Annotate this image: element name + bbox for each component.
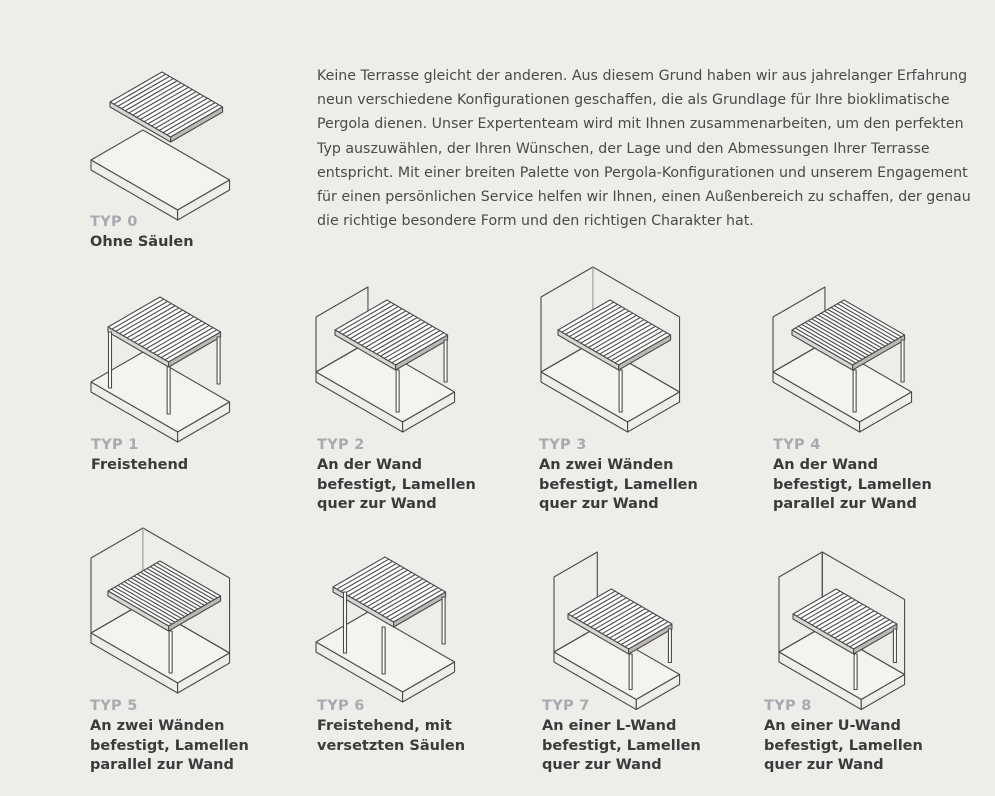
type-name: An einer L-Wand befestigt, Lamellen quer zur Wand (542, 718, 701, 773)
pergola-illustration (88, 523, 248, 693)
type-label: TYP 5 (90, 698, 138, 714)
type-name: Ohne Säulen (90, 234, 194, 250)
type-label: TYP 7 (542, 698, 590, 714)
type-label: TYP 6 (317, 698, 365, 714)
type-label: TYP 0 (90, 214, 138, 230)
type-name: Freistehend (91, 457, 189, 473)
pergola-illustration (88, 60, 248, 210)
intro-paragraph: Keine Terrasse gleicht der anderen. Aus diesem Grund haben wir aus jahrelanger Erfahrung neun verschiedene Konfigurationen geschaffen, die als Grundlage für Ihre bioklimatische Pergola dienen. Unser Expertenteam wird mit Ihnen zusammenarbeiten, um den perfekten Typ auszuwählen, der Ihren Wünschen, der Lage und den Abmessungen Ihrer Terrasse entspricht. Mit einer breiten Palette von Pergola-Konfigurationen und unserem Engagement für einen persönlichen Service helfen wir Ihnen, einen Außenbereich zu schaffen, der genau die richtige besondere Form und den richtigen Charakter hat. (317, 68, 971, 230)
type-label: TYP 4 (773, 437, 821, 453)
type-name: An zwei Wänden befestigt, Lamellen quer zur Wand (539, 457, 698, 512)
type-name: Freistehend, mit versetzten Säulen (317, 718, 466, 754)
pergola-illustration (765, 532, 925, 702)
pergola-illustration (770, 262, 930, 432)
pergola-illustration (540, 532, 700, 702)
pergola-illustration (313, 262, 473, 432)
type-name: An der Wand befestigt, Lamellen quer zur Wand (317, 457, 476, 512)
type-name: An einer U-Wand befestigt, Lamellen quer zur Wand (764, 718, 923, 773)
pergola-illustration (88, 292, 248, 432)
type-name: An zwei Wänden befestigt, Lamellen parallel zur Wand (90, 718, 249, 773)
type-label: TYP 1 (91, 437, 139, 453)
pergola-illustration (538, 262, 698, 432)
pergola-illustration (313, 552, 473, 692)
type-label: TYP 2 (317, 437, 365, 453)
type-label: TYP 8 (764, 698, 812, 714)
type-label: TYP 3 (539, 437, 587, 453)
type-name: An der Wand befestigt, Lamellen parallel zur Wand (773, 457, 932, 512)
